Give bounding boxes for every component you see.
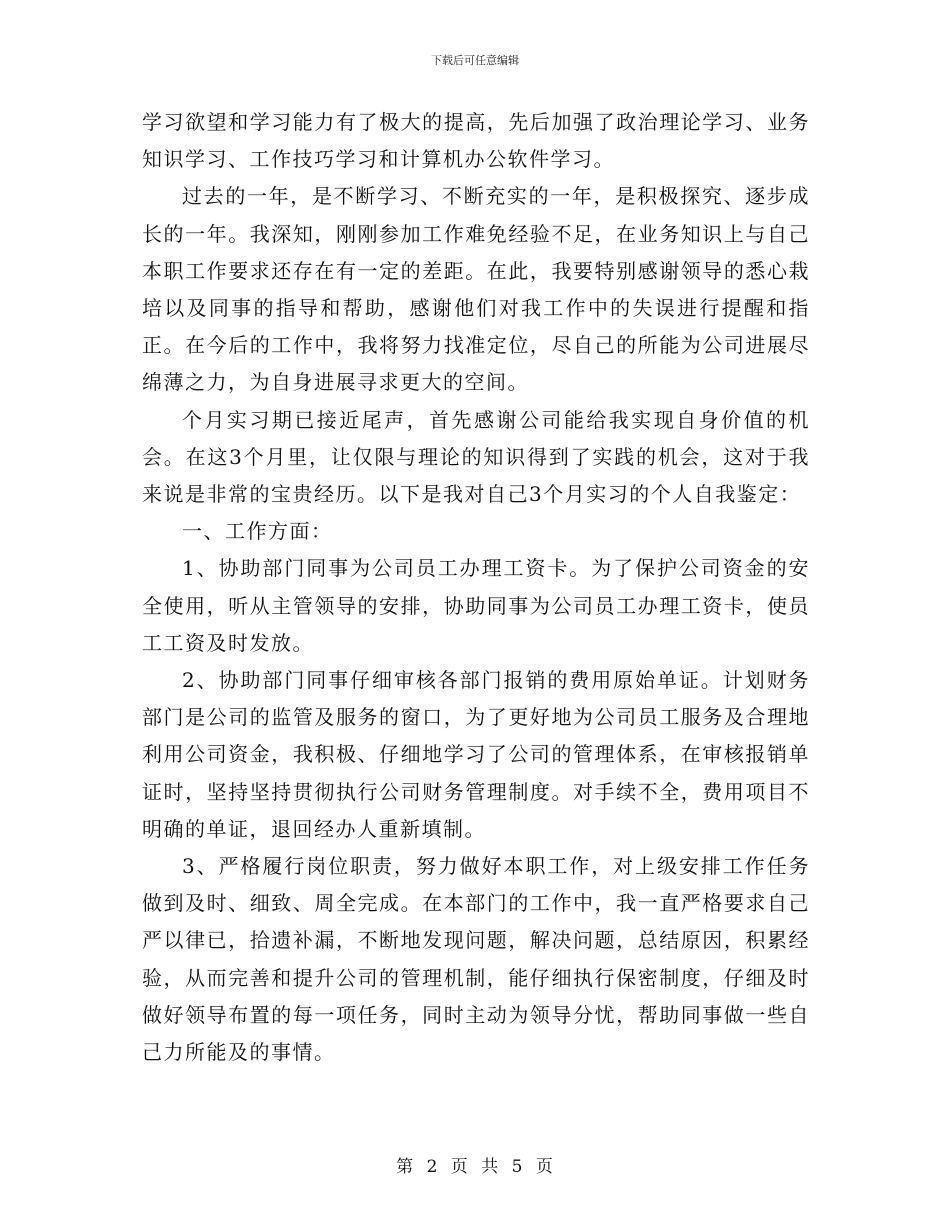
section-heading-work: 一、工作方面： [182, 519, 333, 544]
page-header: 下载后可任意编辑 [431, 54, 519, 67]
paragraph-item-1: 1、协助部门同事为公司员工办理工资卡。为了保护公司资金的安全使用，听从主管领导的安排，协助同事为公司员工办理工资卡，使员工工资及时发放。 [142, 556, 810, 655]
page-number-footer: 第 2 页 共 5 页 [396, 1157, 554, 1177]
paragraph-continuation: 学习欲望和学习能力有了极大的提高，先后加强了政治理论学习、业务知识学习、工作技巧学习和计算机办公软件学习。 [142, 110, 810, 172]
paragraph-internship-intro: 个月实习期已接近尾声，首先感谢公司能给我实现自身价值的机会。在这3个月里，让仅限与理论的知识得到了实践的机会，这对于我来说是非常的宝贵经历。以下是我对自己3个月实习的个人自我鉴定： [142, 407, 810, 507]
paragraph-item-3: 3、严格履行岗位职责，努力做好本职工作，对上级安排工作任务做到及时、细致、周全完成。在本部门的工作中，我一直严格要求自己严以律已，拾遗补漏，不断地发现问题，解决问题，总结原因，积累经验，从而完善和提升公司的管理机制，能仔细执行保密制度，仔细及时做好领导布置的每一项任务，同时主动为领导分忧，帮助同事做一些自己力所能及的事情。 [142, 854, 810, 1065]
paragraph-past-year: 过去的一年，是不断学习、不断充实的一年，是积极探究、逐步成长的一年。我深知，刚刚参加工作难免经验不足，在业务知识上与自己本职工作要求还存在有一定的差距。在此，我要特别感谢领导的悉心栽培以及同事的指导和帮助，感谢他们对我工作中的失误进行提醒和指正。在今后的工作中，我将努力找准定位，尽自己的所能为公司进展尽绵薄之力，为自身进展寻求更大的空间。 [142, 184, 810, 395]
document-body [142, 104, 810, 1071]
paragraph-item-2: 2、协助部门同事仔细审核各部门报销的费用原始单证。计划财务部门是公司的监管及服务的窗口，为了更好地为公司员工服务及合理地利用公司资金，我积极、仔细地学习了公司的管理体系，在审核报销单证时，坚持坚持贯彻执行公司财务管理制度。对手续不全，费用项目不明确的单证，退回经办人重新填制。 [142, 668, 810, 841]
